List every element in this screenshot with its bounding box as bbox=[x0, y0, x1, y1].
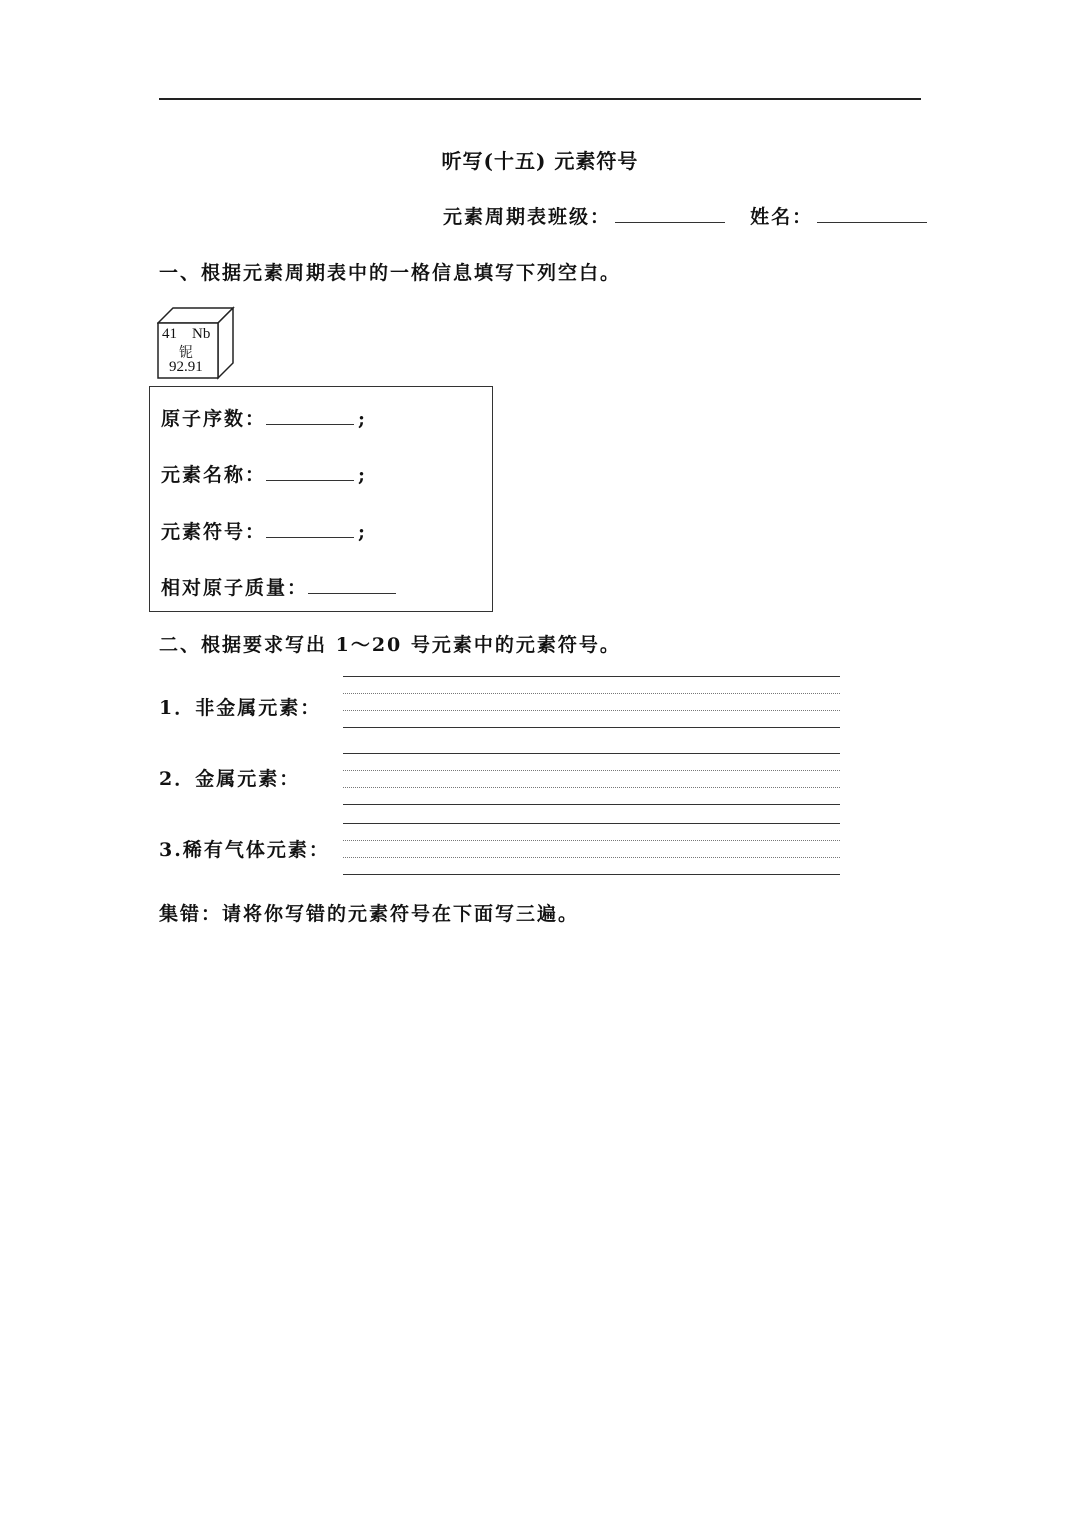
noble-gas-label: 3.稀有气体元素： bbox=[159, 839, 330, 861]
element-info-box bbox=[149, 386, 493, 612]
element-symbol: Nb bbox=[192, 326, 211, 342]
atomic-mass-row bbox=[161, 573, 396, 600]
metal-line-bottom bbox=[343, 804, 840, 805]
student-info-row bbox=[443, 202, 927, 229]
metal-guide-1 bbox=[343, 770, 840, 771]
row-end-mark: ; bbox=[358, 521, 368, 543]
error-collection-text: 集错：请将你写错的元素符号在下面写三遍。 bbox=[159, 903, 580, 925]
element-name-label: 元素名称： bbox=[161, 464, 267, 486]
atomic-number: 41 bbox=[162, 326, 177, 342]
atomic-mass-label: 相对原子质量： bbox=[161, 577, 309, 599]
noble-gas-guide-2[interactable] bbox=[343, 857, 840, 858]
name-field[interactable] bbox=[817, 204, 927, 223]
noble-gas-line-bottom bbox=[343, 874, 840, 875]
row-end-mark: ; bbox=[358, 464, 368, 486]
noble-gas-line-top bbox=[343, 823, 840, 824]
element-name-row bbox=[161, 460, 367, 487]
page-title: 听写(十五) 元素符号 bbox=[441, 149, 639, 173]
metal-line-top bbox=[343, 753, 840, 754]
atomic-mass-input[interactable] bbox=[308, 575, 396, 594]
class-field[interactable] bbox=[615, 204, 725, 223]
nonmetal-line-bottom bbox=[343, 727, 840, 728]
atomic-number-input[interactable] bbox=[266, 406, 354, 425]
element-name-input[interactable] bbox=[266, 462, 354, 481]
atomic-number-row bbox=[161, 404, 367, 431]
element-symbol-input[interactable] bbox=[266, 519, 354, 538]
atomic-mass: 92.91 bbox=[169, 359, 203, 375]
name-label: 姓名： bbox=[750, 206, 814, 228]
nonmetal-label: 1．非金属元素： bbox=[159, 697, 322, 719]
metal-label: 2．金属元素： bbox=[159, 768, 301, 790]
header-rule bbox=[159, 98, 921, 100]
atomic-number-label: 原子序数： bbox=[161, 408, 267, 430]
nonmetal-line-top bbox=[343, 676, 840, 677]
class-label: 元素周期表班级： bbox=[443, 206, 612, 228]
section1-heading: 一、根据元素周期表中的一格信息填写下列空白。 bbox=[159, 262, 622, 284]
element-symbol-row bbox=[161, 517, 367, 544]
element-cell bbox=[157, 306, 237, 382]
element-symbol-label: 元素符号： bbox=[161, 521, 267, 543]
element-name: 铌 bbox=[179, 345, 193, 361]
section2-heading: 二、根据要求写出 1～20 号元素中的元素符号。 bbox=[159, 634, 621, 656]
nonmetal-guide-2[interactable] bbox=[343, 710, 840, 711]
noble-gas-guide-1 bbox=[343, 840, 840, 841]
row-end-mark: ; bbox=[358, 408, 368, 430]
metal-guide-2[interactable] bbox=[343, 787, 840, 788]
nonmetal-guide-1 bbox=[343, 693, 840, 694]
